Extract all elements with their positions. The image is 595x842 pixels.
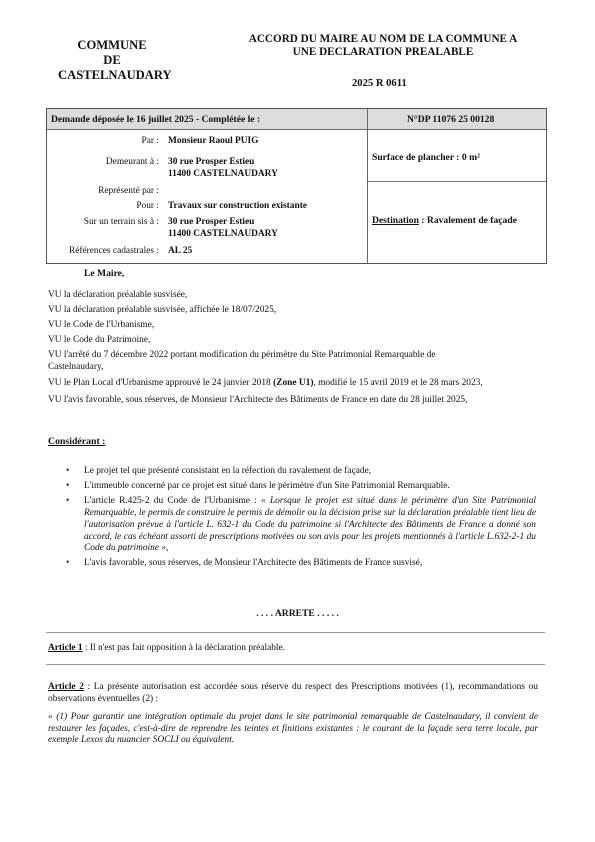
arrete-heading: . . . . ARRETE . . . . . (256, 608, 339, 619)
surface-plancher: Surface de plancher : 0 m² (372, 152, 480, 163)
vu-line-6 (48, 378, 483, 388)
le-maire: Le Maire, (84, 268, 125, 279)
destination-value: : Ravalement de façade (418, 215, 517, 226)
article-1-label: Article 1 (48, 643, 83, 653)
vu-line-1: VU la déclaration préalable susvisée, (48, 290, 188, 300)
label-pour: Pour : (136, 201, 159, 211)
label-demeurant: Demeurant à : (105, 157, 159, 167)
commune-heading (58, 38, 172, 83)
value-demeurant: 30 rue Prosper Estieu (168, 157, 255, 167)
commune-line-2: DE (103, 53, 121, 67)
bullet-icon: • (66, 558, 70, 569)
title-line-1: ACCORD DU MAIRE AU NOM DE LA COMMUNE A (248, 33, 518, 45)
title-line-2: UNE DECLARATION PREALABLE (292, 46, 474, 58)
label-cadastre: Références cadastrales : (68, 246, 159, 256)
considerant-list (66, 466, 536, 574)
document-title (218, 33, 548, 59)
article-2-text: : La présente autorisation est accordée sous réserve du respect des Prescriptions motivées (1), recommandations ou observations éventuelles (2) : (48, 682, 538, 704)
bullet-icon: • (66, 496, 70, 507)
article-1 (48, 643, 538, 655)
vu-line-5: VU l'arrêté du 7 décembre 2022 portant modification du périmètre du Site Patrimonial Remarquable de (48, 350, 436, 360)
value-terrain-city: 11400 CASTELNAUDARY (168, 229, 278, 239)
divider (46, 664, 545, 665)
value-pour: Travaux sur construction existante (168, 201, 307, 211)
value-terrain: 30 rue Prosper Estieu (168, 217, 255, 227)
vu-plu-a: VU le Plan Local d'Urbanisme approuvé le 24 janvier 2018 (48, 378, 274, 388)
considerant-item: • L'avis favorable, sous réserves, de Monsieur l'Architecte des Bâtiments de France susvisé, (66, 558, 423, 569)
considerant-item: • L'immeuble concerné par ce projet est situé dans le périmètre d'un Site Patrimonial Remarquable. (66, 481, 450, 492)
depot-date: Demande déposée le 16 juillet 2025 - Complétée le : (51, 114, 261, 125)
value-par: Monsieur Raoul PUIG (168, 136, 259, 146)
considerant-item: • Le projet tel que présenté consistant en la réfection du ravalement de façade, (66, 466, 372, 476)
bullet-icon: • (66, 466, 70, 476)
vu-plu-zone: (Zone U1) (273, 378, 314, 388)
article-2-label: Article 2 (48, 682, 84, 692)
value-demeurant-city: 11400 CASTELNAUDARY (168, 169, 278, 179)
vu-line-2: VU la déclaration préalable susvisée, affichée le 18/07/2025, (48, 305, 277, 315)
label-par: Par : (141, 136, 159, 146)
considerant-item: • L'article R.425-2 du Code de l'Urbanisme : « Lorsque le projet est situé dans le périmètre d'un Site Patrimonial Remarquable, le permis de construire le permis de démolir ou la décision prise sur la déclaration préalable tient lieu de l'autorisation prévue à l'article L. 632-1 du Code du patrimoine si l'Architecte des Bâtiments de France a donné son accord, le cas échéant assorti de prescriptions motivées ou son avis pour les projets mentionnés à l'article L.632-2-1 du Code du patrimoine », (66, 496, 536, 554)
considerant-heading: Considérant : (48, 436, 106, 447)
vu-plu-b: , modifié le 15 avril 2019 et le 28 mars 2023, (313, 378, 483, 388)
article-2 (48, 682, 538, 705)
value-cadastre: AL 25 (168, 246, 193, 256)
vu-line-5-cont: Castelnaudary, (48, 362, 104, 372)
arrete-reference: 2025 R 0611 (352, 78, 407, 89)
dossier-number: N°DP 11076 25 00128 (407, 114, 495, 125)
article-2-prescription: « (1) Pour garantir une intégration optimale du projet dans le site patrimonial remarquable de Castelnaudary, il convient de restaurer les façades, c'est-à-dire de reprendre les teintes et finitions existantes : le courant de la façade sera terre locale, par exemple Lexos du nuancier SOCLI ou équivalent. (48, 712, 538, 746)
vu-line-4: VU le Code du Patrimoine, (48, 335, 151, 345)
label-terrain: Sur un terrain sis à : (83, 217, 159, 227)
dossier-table (46, 108, 547, 264)
vu-line-7: VU l'avis favorable, sous réserves, de Monsieur l'Architecte des Bâtiments de France en date du 28 juillet 2025, (48, 395, 468, 405)
article-1-text: : Il n'est pas fait opposition à la déclaration préalable. (82, 643, 286, 653)
commune-line-1: COMMUNE (77, 38, 147, 52)
row-divider (367, 181, 546, 182)
bullet-icon: • (66, 481, 70, 492)
destination (372, 215, 517, 226)
destination-label: Destination (372, 215, 419, 226)
column-divider (367, 109, 368, 263)
divider (46, 632, 545, 633)
vu-line-3: VU le Code de l'Urbanisme, (48, 320, 155, 330)
label-represente: Représenté par : (98, 186, 159, 196)
commune-line-3: CASTELNAUDARY (58, 68, 172, 82)
